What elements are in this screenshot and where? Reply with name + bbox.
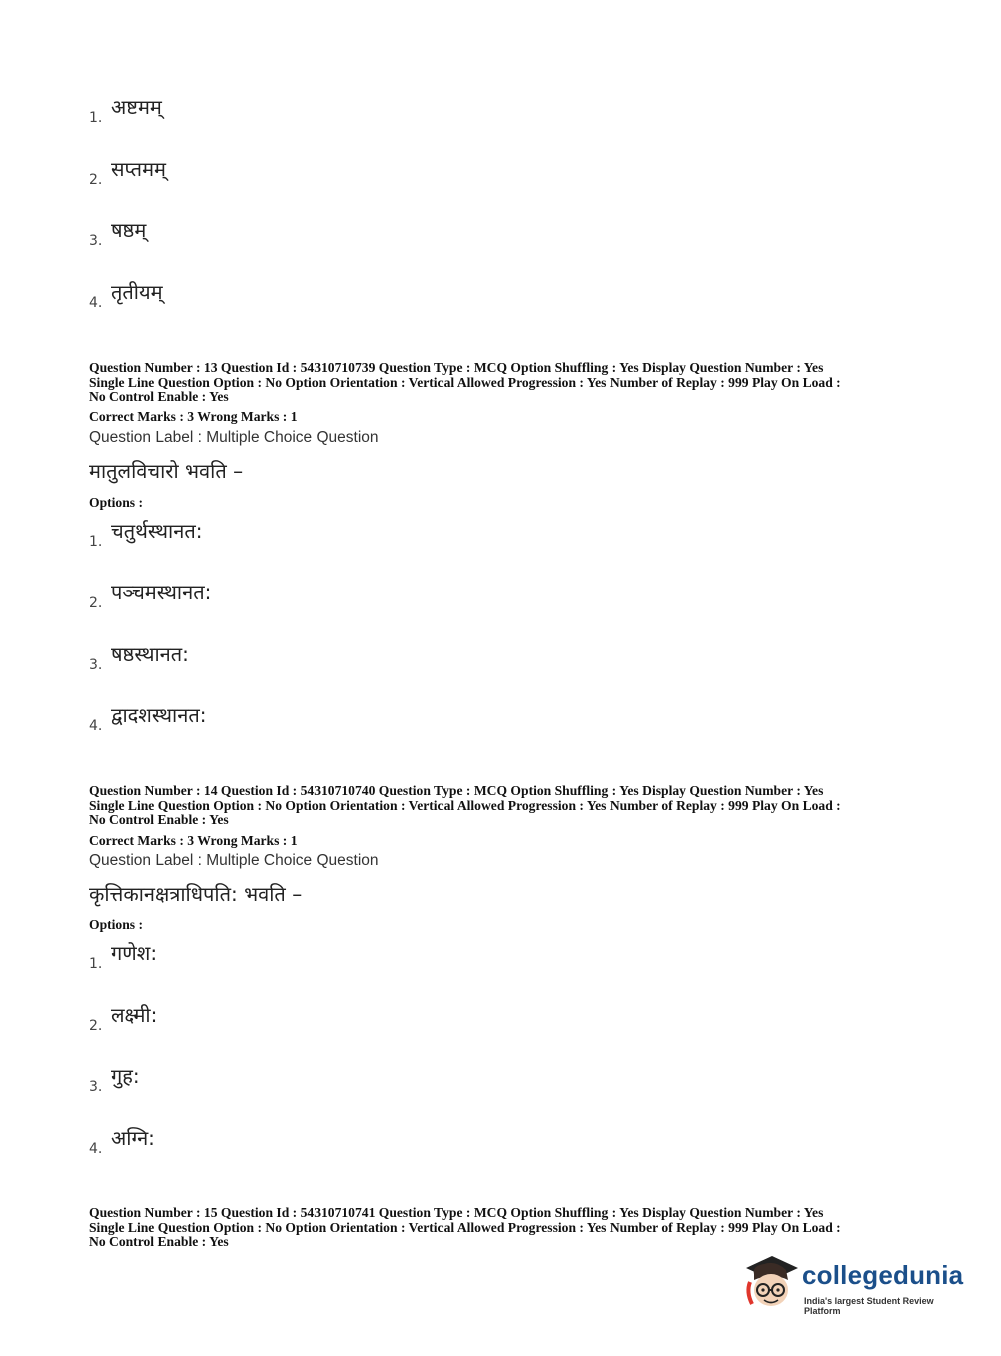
- options-heading: Options :: [89, 917, 144, 932]
- option-text: द्वादशस्थानत:: [111, 703, 207, 727]
- meta-line: No Control Enable : Yes: [89, 1234, 229, 1249]
- option-text: चतुर्थस्थानत:: [111, 519, 203, 543]
- meta-line: Single Line Question Option : No Option Orientation : Vertical Allowed Progression : Yes Number of Replay : 999 Play On Load :: [89, 797, 841, 813]
- question-meta: [89, 361, 919, 405]
- option-number: 2.: [89, 595, 103, 611]
- option-text: षष्ठम्: [111, 218, 147, 242]
- option-number: 1.: [89, 110, 103, 126]
- marks-info: Correct Marks : 3 Wrong Marks : 1: [89, 833, 298, 848]
- option-number: 3.: [89, 657, 103, 673]
- question-meta: [89, 1206, 919, 1250]
- option-text: तृतीयम्: [111, 280, 163, 304]
- meta-line: Question Number : 15 Question Id : 54310710741 Question Type : MCQ Option Shuffling : Yes Display Question Number : Yes: [89, 1205, 824, 1220]
- question-text: कृत्तिकानक्षत्राधिपति: भवति –: [89, 882, 303, 906]
- mascot-graduate-icon: [742, 1252, 800, 1314]
- option-text: गणेश:: [111, 941, 158, 965]
- question-label: Question Label : Multiple Choice Question: [89, 429, 379, 446]
- option-number: 3.: [89, 233, 103, 249]
- meta-line: Single Line Question Option : No Option Orientation : Vertical Allowed Progression : Yes Number of Replay : 999 Play On Load :: [89, 1219, 841, 1235]
- meta-line: Question Number : 14 Question Id : 54310710740 Question Type : MCQ Option Shuffling : Yes Display Question Number : Yes: [89, 783, 824, 798]
- collegedunia-logo[interactable]: [742, 1252, 972, 1314]
- logo-brand-text: collegedunia: [802, 1260, 964, 1290]
- options-heading: Options :: [89, 495, 144, 510]
- option-number: 2.: [89, 1018, 103, 1034]
- option-text: पञ्चमस्थानत:: [111, 580, 212, 604]
- marks-info: Correct Marks : 3 Wrong Marks : 1: [89, 409, 298, 424]
- option-text: सप्तमम्: [111, 157, 166, 181]
- meta-line: Single Line Question Option : No Option Orientation : Vertical Allowed Progression : Yes Number of Replay : 999 Play On Load :: [89, 374, 841, 390]
- meta-line: No Control Enable : Yes: [89, 389, 229, 404]
- option-text: अग्नि:: [111, 1126, 155, 1150]
- meta-line: No Control Enable : Yes: [89, 812, 229, 827]
- question-text: मातुलविचारो भवति –: [89, 459, 244, 483]
- option-text: लक्ष्मी:: [111, 1003, 158, 1027]
- option-number: 4.: [89, 718, 103, 734]
- option-number: 4.: [89, 295, 103, 311]
- option-text: गुह:: [111, 1064, 140, 1088]
- option-number: 1.: [89, 956, 103, 972]
- meta-line: Question Number : 13 Question Id : 54310710739 Question Type : MCQ Option Shuffling : Yes Display Question Number : Yes: [89, 360, 824, 375]
- option-number: 3.: [89, 1079, 103, 1095]
- option-number: 4.: [89, 1141, 103, 1157]
- logo-tagline: India's largest Student Review Platform: [804, 1296, 934, 1316]
- option-number: 2.: [89, 172, 103, 188]
- question-label: Question Label : Multiple Choice Question: [89, 852, 379, 869]
- option-number: 1.: [89, 534, 103, 550]
- option-text: अष्टमम्: [111, 95, 162, 119]
- question-meta: [89, 784, 919, 828]
- option-text: षष्ठस्थानत:: [111, 642, 189, 666]
